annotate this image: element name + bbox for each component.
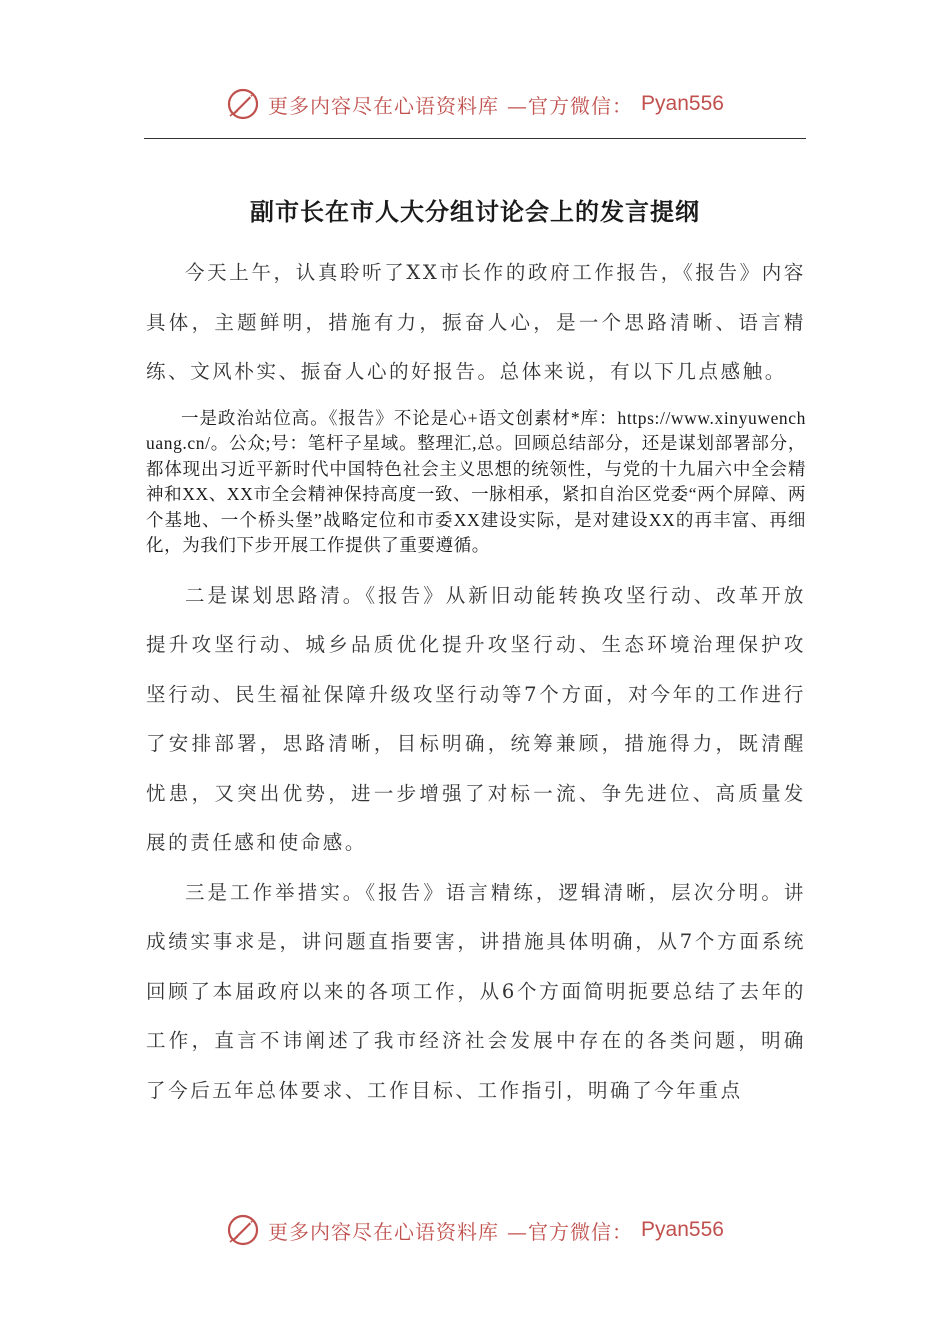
paragraph-point-two: 二是谋划思路清。《报告》从新旧动能转换攻坚行动、改革开放提升攻坚行动、城乡品质优化提升攻坚行动、生态环境治理保护攻坚行动、民生福祉保障升级攻坚行动等7个方面，对今年的工作进行了安排部署，思路清晰，目标明确，统筹兼顾，措施得力，既清醒忧患，又突出优势，进一步增强了对标一流、争先进位、高质量发展的责任感和使命感。: [146, 583, 806, 854]
document-body: [146, 248, 806, 1115]
header-official-text: —官方微信：: [507, 93, 634, 118]
header-brand-text: 更多内容尽在心语资料库: [268, 93, 500, 118]
document-title: 副市长在市人大分组讨论会上的发言提纲: [250, 197, 700, 227]
header-divider: [144, 138, 806, 139]
footer-brand-text: 更多内容尽在心语资料库: [268, 1219, 500, 1244]
paragraph-point-three: 三是工作举措实。《报告》语言精练，逻辑清晰，层次分明。讲成绩实事求是，讲问题直指要害，讲措施具体明确，从7个方面系统回顾了本届政府以来的各项工作，从6个方面简明扼要总结了去年的工作，直言不讳阐述了我市经济社会发展中存在的各类问题，明确了今后五年总体要求、工作目标、工作指引，明确了今年重点: [146, 880, 806, 1102]
paragraph-intro: 今天上午，认真聆听了XX市长作的政府工作报告，《报告》内容具体，主题鲜明，措施有力，振奋人心，是一个思路清晰、语言精练、文风朴实、振奋人心的好报告。总体来说，有以下几点感触。: [146, 261, 806, 383]
pen-quill-logo-icon: [226, 1213, 260, 1247]
pen-quill-logo-icon: [226, 87, 260, 121]
footer-banner: [0, 1208, 950, 1252]
footer-official-text: —官方微信：: [507, 1219, 634, 1244]
header-wechat-id: Pyan556: [641, 92, 724, 115]
paragraph-point-one: 一是政治站位高。《报告》不论是心+语文创素材*库：https://www.xinyuwenchuang.cn/。公众;号：笔杆子星域。整理汇,总。回顾总结部分，还是谋划部署部分，都体现出习近平新时代中国特色社会主义思想的统领性，与党的十九届六中全会精神和XX、XX市全会精神保持高度一致、一脉相承，紧扣自治区党委“两个屏障、两个基地、一个桥头堡”战略定位和市委XX建设实际，是对建设XX的再丰富、再细化，为我们下步开展工作提供了重要遵循。: [146, 407, 806, 555]
header-banner: [0, 82, 950, 126]
footer-wechat-id: Pyan556: [641, 1218, 724, 1241]
